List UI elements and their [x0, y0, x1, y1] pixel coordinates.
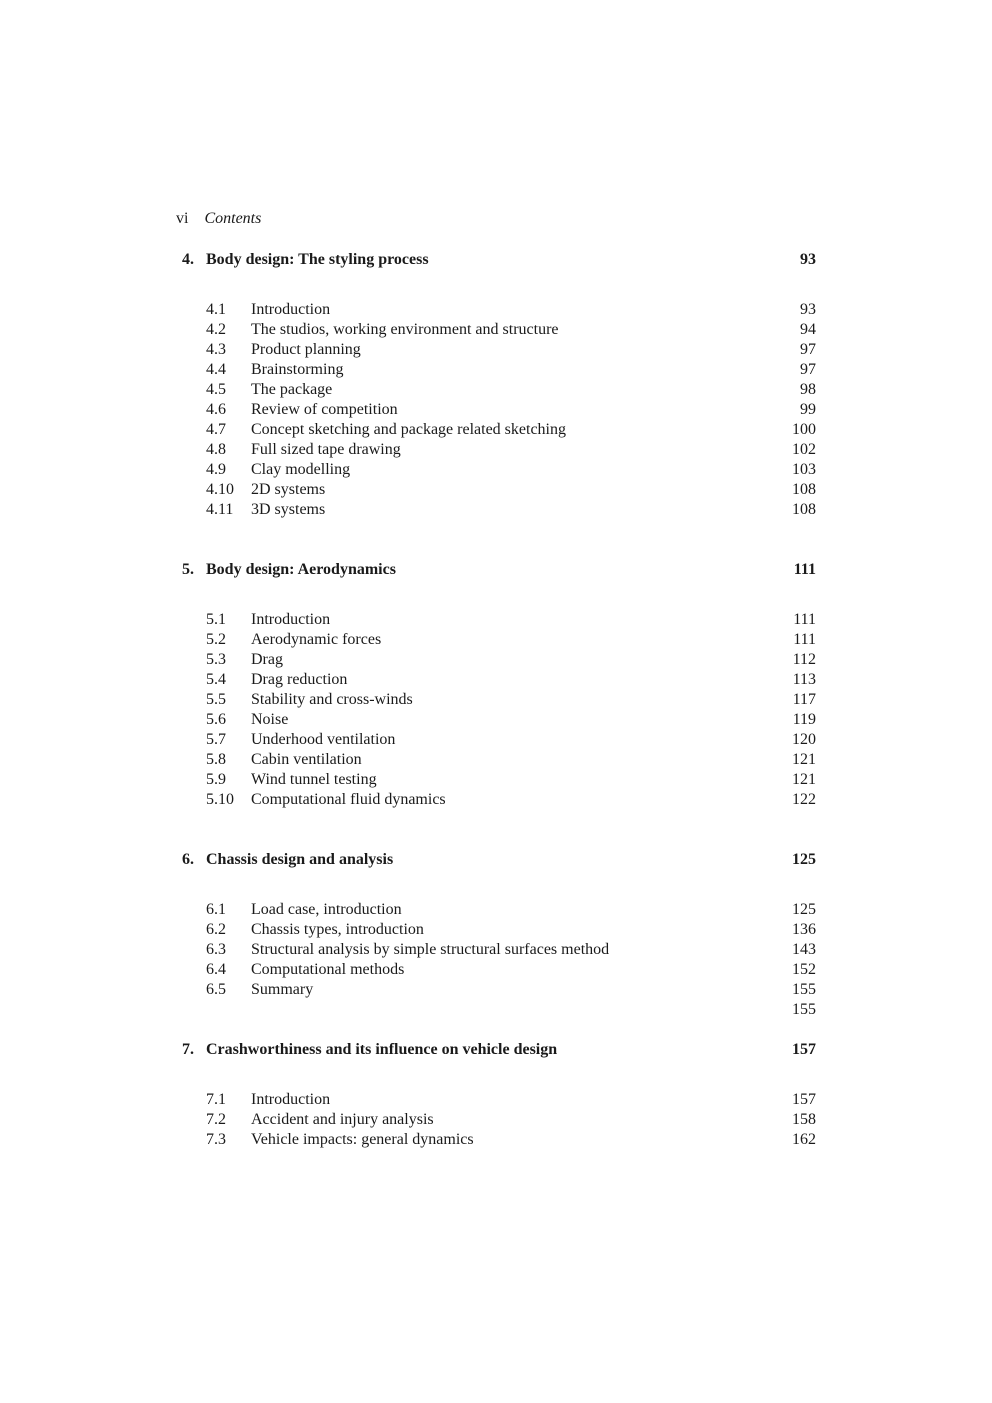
section-page: 102: [792, 441, 816, 458]
section-page: 97: [800, 361, 816, 378]
section-number: 5.4: [206, 671, 226, 688]
toc-section-row[interactable]: [0, 630, 992, 650]
toc-section-row[interactable]: [0, 790, 992, 810]
section-page: 100: [792, 421, 816, 438]
section-number: 4.6: [206, 401, 226, 418]
toc-section-row[interactable]: [0, 500, 992, 520]
section-title: Drag: [251, 651, 283, 668]
toc-section-row[interactable]: [0, 1130, 992, 1150]
section-number: 5.1: [206, 611, 226, 628]
chapter-number: 6.: [182, 851, 194, 868]
section-title: Chassis types, introduction: [251, 921, 424, 938]
section-title: Summary: [251, 981, 314, 998]
toc-chapter-row[interactable]: [0, 250, 992, 270]
section-page: 158: [792, 1111, 816, 1128]
toc-section-row[interactable]: [0, 750, 992, 770]
toc-section-row[interactable]: [0, 420, 992, 440]
section-title: Clay modelling: [251, 461, 351, 478]
toc-section-row[interactable]: [0, 360, 992, 380]
toc-chapter-row[interactable]: [0, 560, 992, 580]
section-page: 121: [792, 751, 816, 768]
toc-section-row[interactable]: [0, 920, 992, 940]
section-page: 155: [792, 1001, 816, 1018]
section-title: Vehicle impacts: general dynamics: [251, 1131, 474, 1148]
chapter-title: Body design: The styling process: [206, 251, 429, 268]
toc-section-row[interactable]: [0, 690, 992, 710]
toc-section-row[interactable]: [0, 670, 992, 690]
toc-section-row[interactable]: [0, 460, 992, 480]
section-number: 6.5: [206, 981, 226, 998]
section-page: 113: [792, 671, 816, 688]
section-number: 4.10: [206, 481, 234, 498]
toc-section-row[interactable]: [0, 710, 992, 730]
section-number: 5.3: [206, 651, 226, 668]
section-title: Computational methods: [251, 961, 405, 978]
section-number: 6.1: [206, 901, 226, 918]
section-page: 111: [793, 611, 816, 628]
section-title: Concept sketching and package related sketching: [251, 421, 566, 438]
toc-section-row[interactable]: [0, 380, 992, 400]
section-number: 4.9: [206, 461, 226, 478]
section-title: Aerodynamic forces: [251, 631, 382, 648]
section-page: 98: [800, 381, 816, 398]
section-page: 121: [792, 771, 816, 788]
section-page: 111: [793, 631, 816, 648]
toc-section-row[interactable]: [0, 960, 992, 980]
section-number: 5.6: [206, 711, 226, 728]
toc-section-row[interactable]: [0, 300, 992, 320]
section-page: 152: [792, 961, 816, 978]
chapter-page: 93: [800, 251, 816, 268]
section-page: 99: [800, 401, 816, 418]
section-number: 6.4: [206, 961, 226, 978]
section-number: 4.5: [206, 381, 226, 398]
toc-section-row[interactable]: [0, 940, 992, 960]
toc-section-row[interactable]: [0, 650, 992, 670]
section-title: Review of competition: [251, 401, 398, 418]
section-number: 7.1: [206, 1091, 226, 1108]
section-title: The studios, working environment and structure: [251, 321, 559, 338]
section-page: 162: [792, 1131, 816, 1148]
section-number: 4.11: [206, 501, 234, 518]
section-title: Stability and cross-winds: [251, 691, 413, 708]
section-page: 143: [792, 941, 816, 958]
section-page: 97: [800, 341, 816, 358]
section-page: 119: [792, 711, 816, 728]
section-number: 5.8: [206, 751, 226, 768]
section-page: 93: [800, 301, 816, 318]
section-number: 5.7: [206, 731, 226, 748]
chapter-number: 4.: [182, 251, 194, 268]
section-title: Cabin ventilation: [251, 751, 362, 768]
section-number: 5.5: [206, 691, 226, 708]
section-title: 2D systems: [251, 481, 326, 498]
chapter-number: 5.: [182, 561, 194, 578]
section-number: 6.2: [206, 921, 226, 938]
section-title: Structural analysis by simple structural surfaces method: [251, 941, 610, 958]
chapter-page: 125: [792, 851, 816, 868]
toc-section-row[interactable]: [0, 770, 992, 790]
section-number: 4.7: [206, 421, 226, 438]
chapter-number: 7.: [182, 1041, 194, 1058]
section-number: 7.2: [206, 1111, 226, 1128]
chapter-page: 111: [793, 561, 816, 578]
section-title: Accident and injury analysis: [251, 1111, 434, 1128]
section-title: Introduction: [251, 1091, 331, 1108]
toc-section-row[interactable]: [0, 900, 992, 920]
toc-section-row[interactable]: [0, 320, 992, 340]
section-page: 108: [792, 501, 816, 518]
section-number: 4.2: [206, 321, 226, 338]
section-page: 157: [792, 1091, 816, 1108]
section-title: Introduction: [251, 611, 331, 628]
section-number: 7.3: [206, 1131, 226, 1148]
running-title: Contents: [204, 210, 262, 227]
toc-section-row[interactable]: [0, 480, 992, 500]
section-page: 136: [792, 921, 816, 938]
section-page: 122: [792, 791, 816, 808]
section-title: Drag reduction: [251, 671, 348, 688]
chapter-title: Crashworthiness and its influence on vehicle design: [206, 1041, 558, 1058]
section-page: 120: [792, 731, 816, 748]
section-number: 4.3: [206, 341, 226, 358]
section-page: 108: [792, 481, 816, 498]
section-title: 3D systems: [251, 501, 326, 518]
section-number: 6.3: [206, 941, 226, 958]
toc-section-row[interactable]: [0, 980, 992, 1000]
section-number: 4.4: [206, 361, 226, 378]
section-number: 5.9: [206, 771, 226, 788]
toc-chapter-row[interactable]: [0, 850, 992, 870]
section-page: 155: [792, 981, 816, 998]
toc-section-row[interactable]: [0, 340, 992, 360]
section-title: Introduction: [251, 301, 331, 318]
section-title: Computational fluid dynamics: [251, 791, 446, 808]
section-title: Load case, introduction: [251, 901, 402, 918]
section-page: 94: [800, 321, 816, 338]
section-page: 112: [792, 651, 816, 668]
section-page: 117: [792, 691, 816, 708]
section-title: Brainstorming: [251, 361, 344, 378]
section-number: 4.8: [206, 441, 226, 458]
section-number: 5.2: [206, 631, 226, 648]
toc-section-row[interactable]: [0, 440, 992, 460]
toc-section-row[interactable]: [0, 610, 992, 630]
section-title: Underhood ventilation: [251, 731, 396, 748]
section-title: Wind tunnel testing: [251, 771, 377, 788]
section-title: Product planning: [251, 341, 361, 358]
page-folio: vi: [176, 210, 189, 227]
section-number: 4.1: [206, 301, 226, 318]
chapter-page: 157: [792, 1041, 816, 1058]
toc-section-row[interactable]: [0, 400, 992, 420]
toc-chapter-row[interactable]: [0, 1040, 992, 1060]
toc-section-row[interactable]: [0, 1110, 992, 1130]
section-number: 5.10: [206, 791, 234, 808]
section-title: Noise: [251, 711, 289, 728]
section-title: The package: [251, 381, 333, 398]
section-page: 103: [792, 461, 816, 478]
section-page: 125: [792, 901, 816, 918]
toc-section-row[interactable]: [0, 730, 992, 750]
toc-section-row[interactable]: [0, 1090, 992, 1110]
toc-section-row[interactable]: [0, 1000, 992, 1020]
section-title: Full sized tape drawing: [251, 441, 401, 458]
chapter-title: Body design: Aerodynamics: [206, 561, 396, 578]
chapter-title: Chassis design and analysis: [206, 851, 394, 868]
